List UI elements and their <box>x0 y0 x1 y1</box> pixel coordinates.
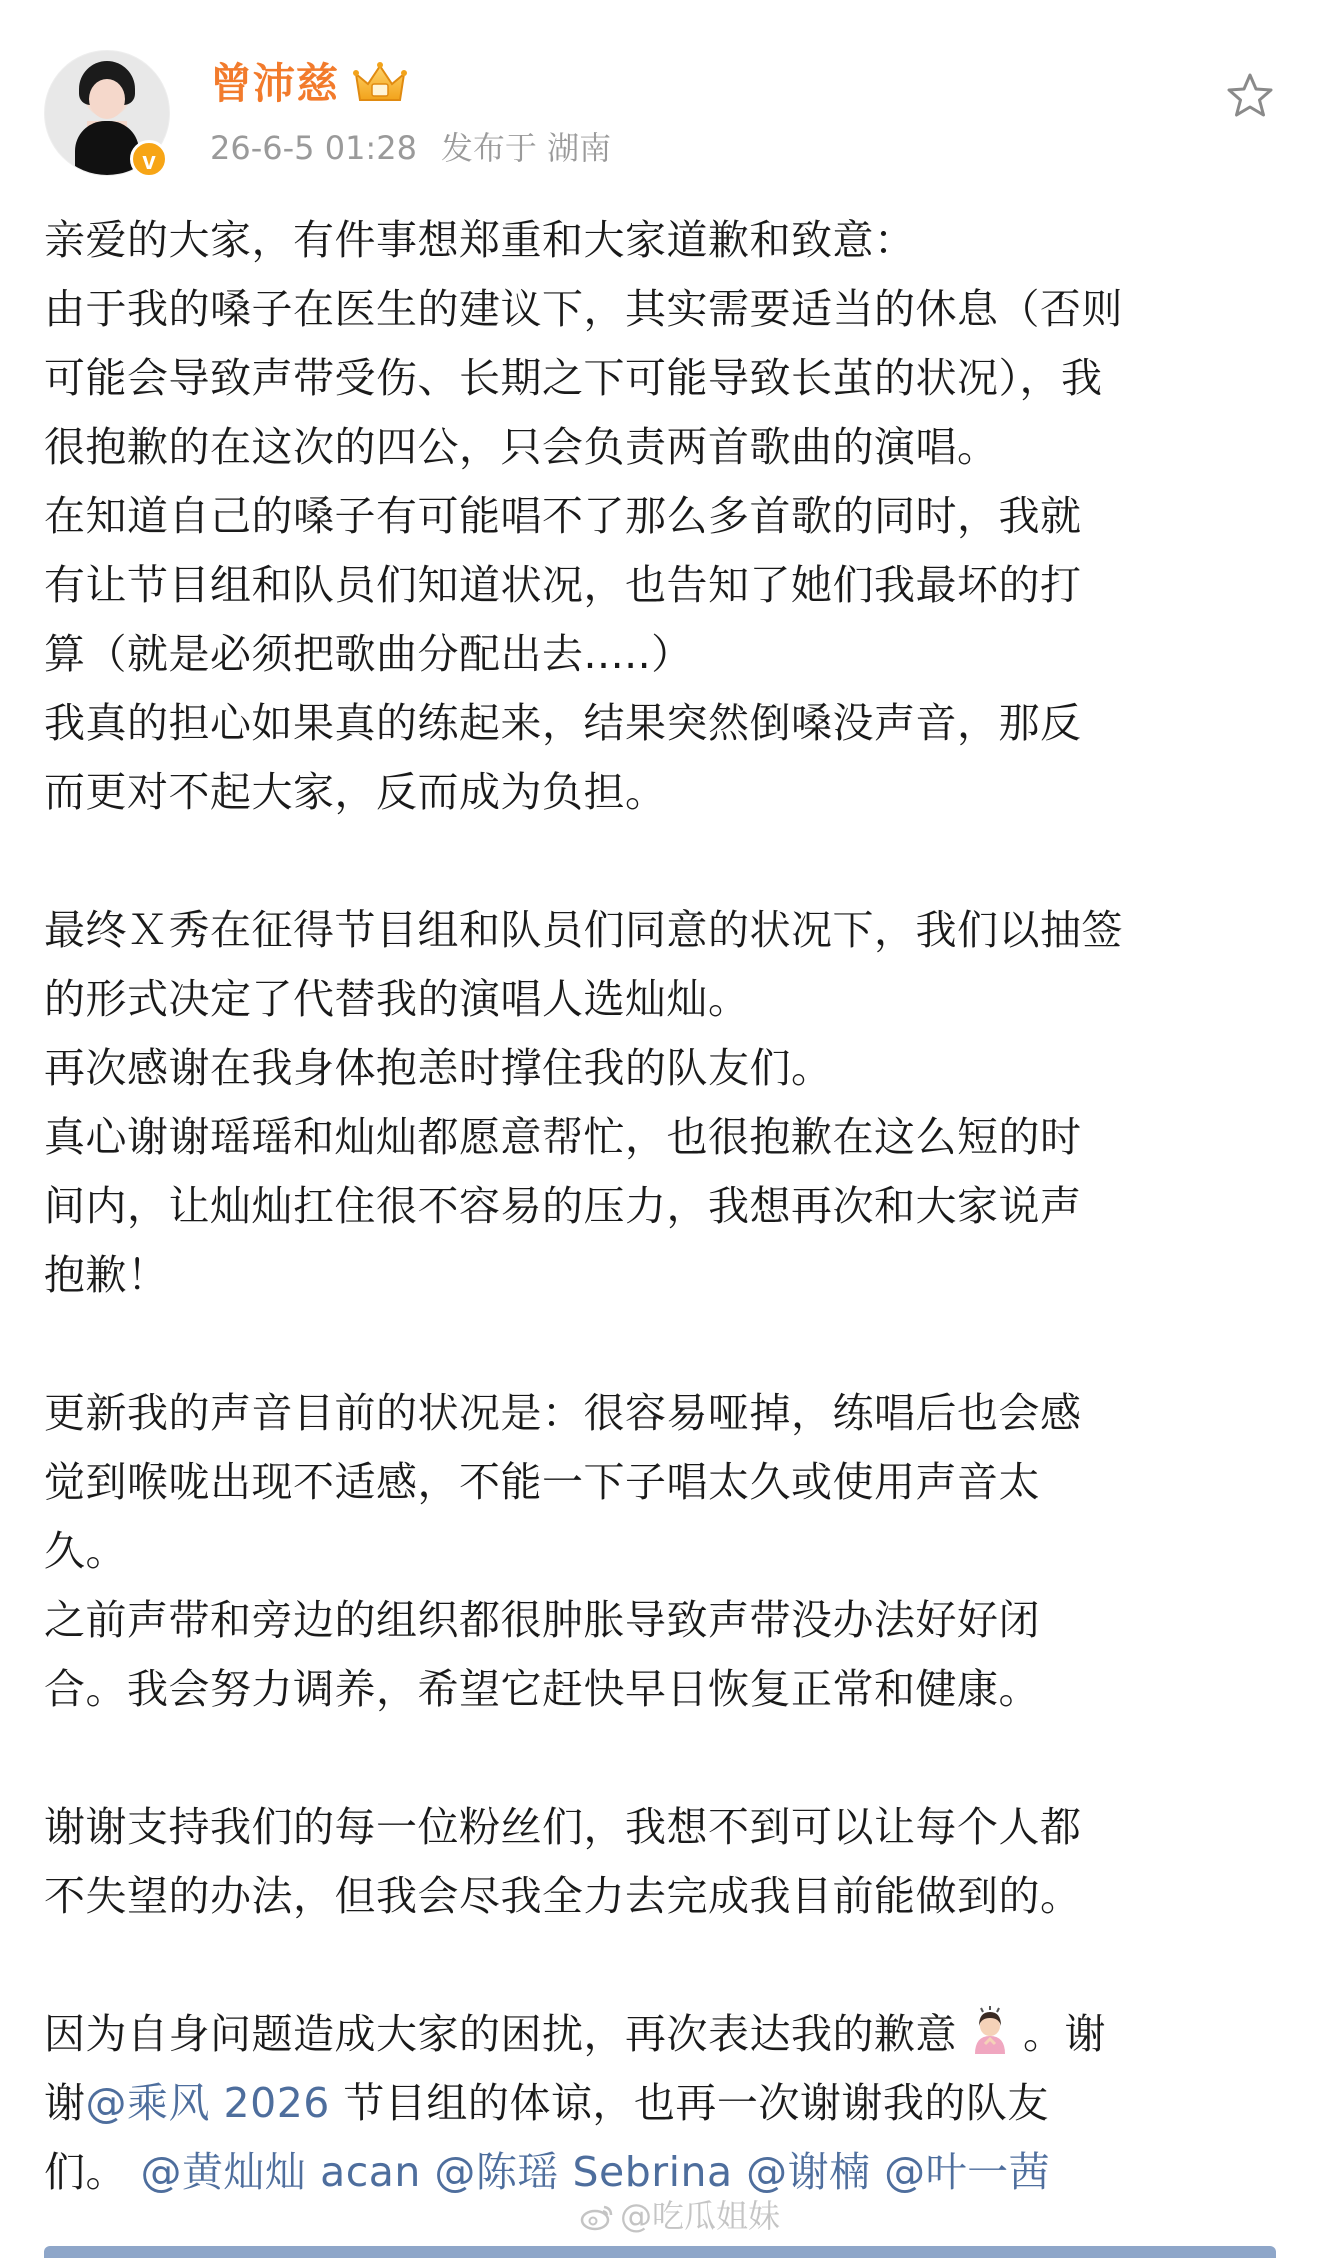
paragraph-gap <box>44 1724 1284 1793</box>
post-timestamp: 26-6-5 01:28 <box>210 129 417 167</box>
post-line: 再次感谢在我身体抱恙时撑住我的队友们。 <box>44 1044 833 1092</box>
paragraph-gap <box>44 1310 1284 1379</box>
post-line: 有让节目组和队员们知道状况，也告知了她们我最坏的打 <box>44 561 1082 609</box>
post-line: 之前声带和旁边的组织都很肿胀导致声带没办法好好闭 <box>44 1596 1040 1644</box>
post-line: 在知道自己的嗓子有可能唱不了那么多首歌的同时，我就 <box>44 492 1082 540</box>
closing-text: 因为自身问题造成大家的困扰，再次表达我的歉意 <box>44 2010 957 2058</box>
post-line: 抱歉！ <box>44 1251 169 1299</box>
verified-badge-icon: v <box>130 140 168 178</box>
closing-text: 。谢 <box>1023 2010 1106 2058</box>
post-line: 的形式决定了代替我的演唱人选灿灿。 <box>44 975 750 1023</box>
username[interactable]: 曾沛慈 <box>210 59 340 108</box>
post-line: 很抱歉的在这次的四公，只会负责两首歌曲的演唱。 <box>44 423 999 471</box>
crown-icon <box>352 60 408 106</box>
post-line: 更新我的声音目前的状况是：很容易哑掉，练唱后也会感 <box>44 1389 1082 1437</box>
post-line: 合。我会努力调养，希望它赶快早日恢复正常和健康。 <box>44 1665 1040 1713</box>
avatar-body <box>75 121 139 176</box>
post-line: 我真的担心如果真的练起来，结果突然倒嗓没声音，那反 <box>44 699 1082 747</box>
post-meta <box>210 126 635 170</box>
post-location: 发布于 湖南 <box>440 129 612 167</box>
mention-link[interactable]: @叶一茜 <box>884 2148 1051 2196</box>
post-line: 算（就是必须把歌曲分配出去.....） <box>44 630 693 678</box>
post-line: 由于我的嗓子在医生的建议下，其实需要适当的休息（否则 <box>44 285 1123 333</box>
post-line: 觉到喉咙出现不适感，不能一下子唱太久或使用声音太 <box>44 1458 1040 1506</box>
post-line: 最终Ｘ秀在征得节目组和队员们同意的状况下，我们以抽签 <box>44 906 1123 954</box>
watermark <box>580 2196 780 2236</box>
post-line: 不失望的办法，但我会尽我全力去完成我目前能做到的。 <box>44 1872 1082 1920</box>
mention-link[interactable]: @乘风 2026 <box>85 2079 330 2127</box>
person-bowing-emoji-icon <box>965 2006 1015 2056</box>
post-body <box>44 206 1284 2207</box>
post-line: 真心谢谢瑶瑶和灿灿都愿意帮忙，也很抱歉在这么短的时 <box>44 1113 1082 1161</box>
post-line: 久。 <box>44 1527 127 1575</box>
closing-text: 节目组的体谅，也再一次谢谢我的队友 <box>329 2079 1049 2127</box>
star-icon[interactable] <box>1224 70 1276 122</box>
post-line: 间内，让灿灿扛住很不容易的压力，我想再次和大家说声 <box>44 1182 1082 1230</box>
mention-link[interactable]: @黄灿灿 acan <box>140 2148 421 2196</box>
closing-text: 们。 <box>44 2148 127 2196</box>
mention-link[interactable]: @谢楠 <box>746 2148 871 2196</box>
watermark-text: @吃瓜姐妹 <box>620 2197 781 2235</box>
paragraph-gap <box>44 1931 1284 2000</box>
closing-line-1 <box>44 2000 1284 2069</box>
avatar-face <box>89 79 125 119</box>
closing-text: 谢 <box>44 2079 86 2127</box>
mention-link[interactable]: @陈瑶 Sebrina <box>434 2148 733 2196</box>
post-line: 可能会导致声带受伤、长期之下可能导致长茧的状况），我 <box>44 354 1103 402</box>
post-line: 谢谢支持我们的每一位粉丝们，我想不到可以让每个人都 <box>44 1803 1082 1851</box>
post-line: 而更对不起大家，反而成为负担。 <box>44 768 667 816</box>
post-header <box>0 0 1320 190</box>
closing-line-2 <box>44 2069 1284 2138</box>
bottom-divider-bar <box>44 2246 1276 2258</box>
paragraph-gap <box>44 827 1284 896</box>
post-line: 亲爱的大家，有件事想郑重和大家道歉和致意： <box>44 216 916 264</box>
weibo-logo-icon <box>580 2203 614 2231</box>
